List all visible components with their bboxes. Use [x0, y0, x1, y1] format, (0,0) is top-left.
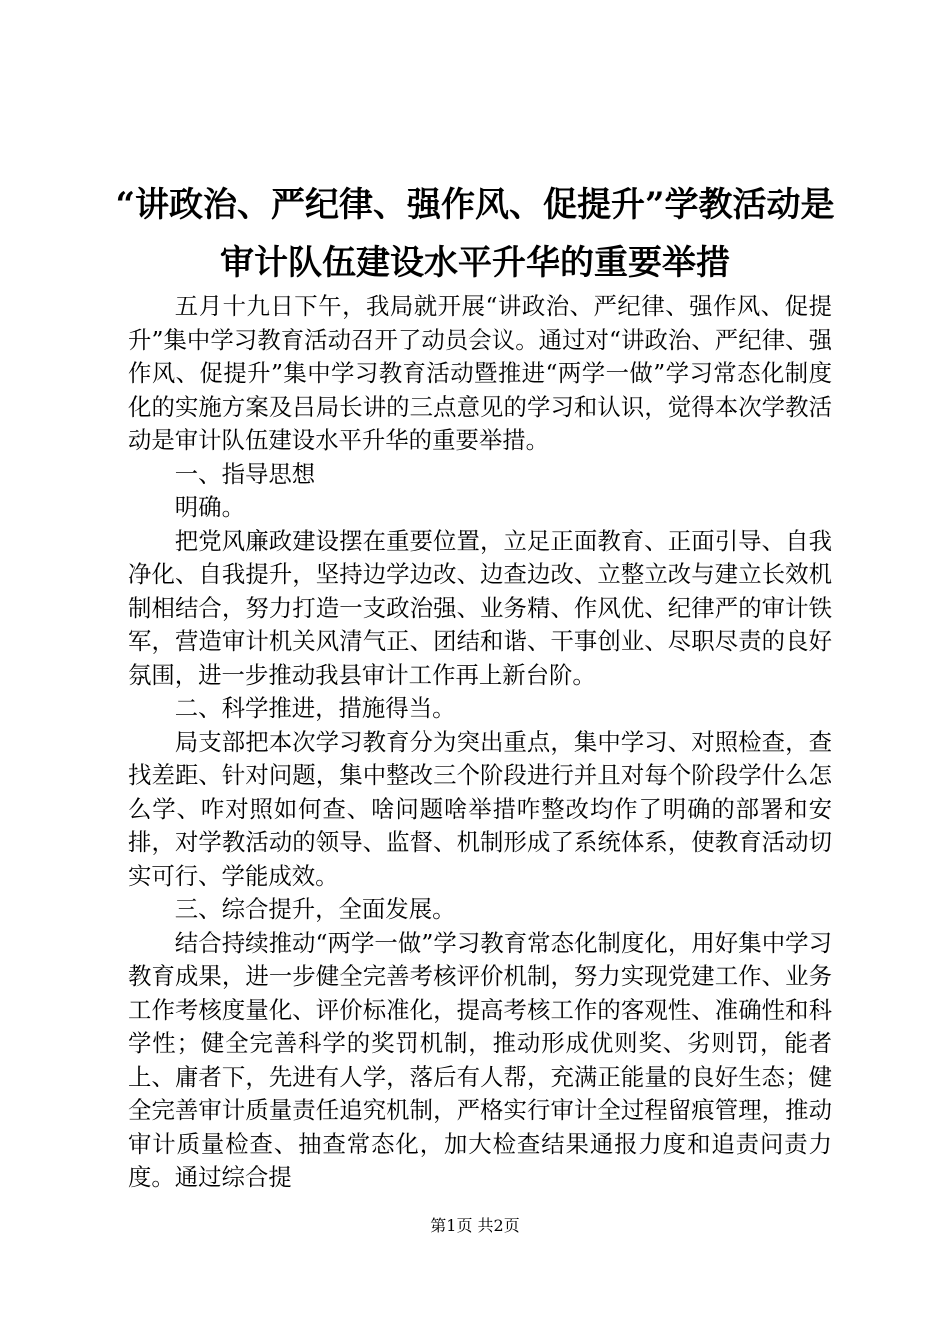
page-footer: 第1页 共2页	[430, 1216, 520, 1235]
paragraph: 结合持续推动“两学一做”学习教育常态化制度化，用好集中学习教育成果，进一步健全完善考核评价机制，努力实现党建工作、业务工作考核度量化、评价标准化，提高考核工作的客观性、准确性和科学性；健全完善科学的奖罚机制，推动形成优则奖、劣则罚，能者上、庸者下，先进有人学，落后有人帮，充满正能量的良好生态；健全完善审计质量责任追究机制，严格实行审计全过程留痕管理，推动审计质量检查、抽查常态化，加大检查结果通报力度和追责问责力度。通过综合提	[128, 928, 832, 1191]
document-body	[128, 290, 832, 1195]
paragraph: 局支部把本次学习教育分为突出重点，集中学习、对照检查，查找差距、针对问题，集中整改三个阶段进行并且对每个阶段学什么怎么学、咋对照如何查、啥问题啥举措咋整改均作了明确的部署和安排，对学教活动的领导、监督、机制形成了系统体系，使教育活动切实可行、学能成效。	[128, 727, 832, 890]
paragraph: 明确。	[174, 493, 245, 521]
paragraph: 把党风廉政建设摆在重要位置，立足正面教育、正面引导、自我净化、自我提升，坚持边学边改、边查边改、立整立改与建立长效机制相结合，努力打造一支政治强、业务精、作风优、纪律严的审计铁军，营造审计机关风清气正、团结和谐、干事创业、尽职尽责的良好氛围，进一步推动我县审计工作再上新台阶。	[128, 526, 832, 689]
section-heading-1: 一、指导思想	[174, 459, 316, 488]
document-title: “讲政治、严纪律、强作风、促提升”学教活动是审计队伍建设水平升华的重要举措	[115, 185, 835, 283]
section-heading-2: 二、科学推进，措施得当。	[174, 694, 456, 722]
section-heading-3: 三、综合提升，全面发展。	[174, 895, 456, 923]
paragraph-intro: 五月十九日下午，我局就开展“讲政治、严纪律、强作风、促提升”集中学习教育活动召开了动员会议。通过对“讲政治、严纪律、强作风、促提升”集中学习教育活动暨推进“两学一做”学习常态化制度化的实施方案及吕局长讲的三点意见的学习和认识，觉得本次学教活动是审计队伍建设水平升华的重要举措。	[128, 292, 832, 454]
